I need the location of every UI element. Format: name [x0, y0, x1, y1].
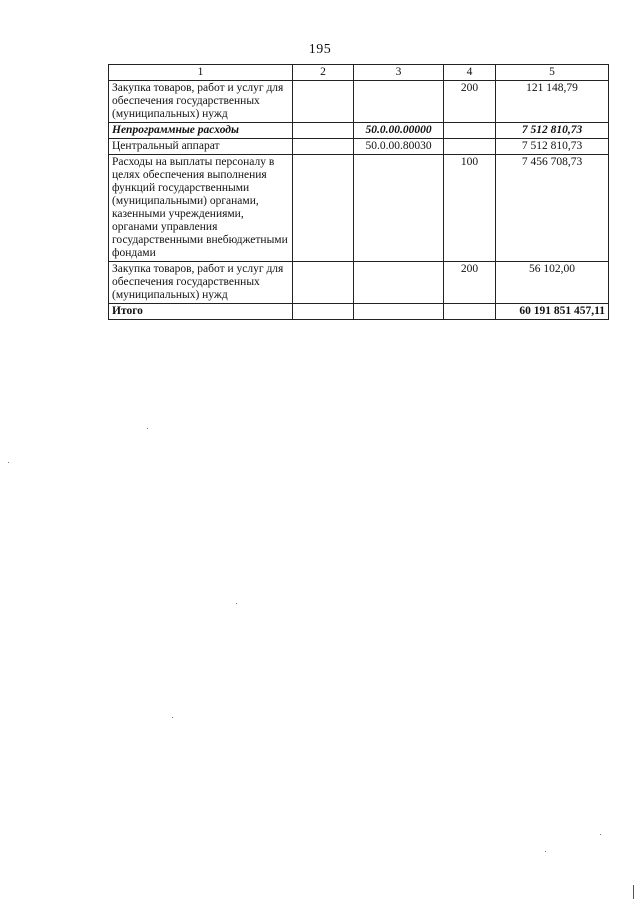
row-amount-cell: 121 148,79 [496, 81, 609, 123]
row-type-cell [444, 304, 496, 320]
column-header-2: 2 [293, 65, 354, 81]
table-row [109, 81, 609, 123]
column-header-1: 1 [109, 65, 293, 81]
scan-speck [8, 462, 9, 463]
row-col2-cell [293, 123, 354, 139]
column-header-5: 5 [496, 65, 609, 81]
scan-speck [236, 603, 237, 604]
row-name-cell: Итого [109, 304, 293, 320]
row-amount-cell: 7 512 810,73 [496, 123, 609, 139]
table-row [109, 262, 609, 304]
budget-table [108, 64, 609, 320]
row-name-cell: Непрограммные расходы [109, 123, 293, 139]
scan-speck [600, 834, 601, 835]
table-row [109, 139, 609, 155]
scan-speck [545, 851, 546, 852]
row-type-cell: 100 [444, 155, 496, 262]
row-type-cell [444, 139, 496, 155]
row-amount-cell: 7 512 810,73 [496, 139, 609, 155]
row-amount-cell: 7 456 708,73 [496, 155, 609, 262]
row-col2-cell [293, 304, 354, 320]
table-row-total [109, 304, 609, 320]
column-header-3: 3 [354, 65, 444, 81]
scan-edge-mark [633, 885, 634, 899]
row-col2-cell [293, 155, 354, 262]
row-amount-cell: 60 191 851 457,11 [496, 304, 609, 320]
row-code-cell [354, 304, 444, 320]
row-type-cell: 200 [444, 81, 496, 123]
row-code-cell [354, 81, 444, 123]
scan-speck [172, 717, 173, 718]
row-type-cell: 200 [444, 262, 496, 304]
row-col2-cell [293, 139, 354, 155]
page-number: 195 [308, 42, 332, 57]
scan-speck [147, 428, 148, 429]
row-code-cell [354, 155, 444, 262]
row-col2-cell [293, 262, 354, 304]
row-amount-cell: 56 102,00 [496, 262, 609, 304]
table-header-row [109, 65, 609, 81]
row-name-cell: Закупка товаров, работ и услуг для обеспечения государственных (муниципальных) нужд [109, 262, 293, 304]
table-row-section [109, 123, 609, 139]
row-name-cell: Центральный аппарат [109, 139, 293, 155]
row-code-cell: 50.0.00.80030 [354, 139, 444, 155]
row-code-cell [354, 262, 444, 304]
row-name-cell: Расходы на выплаты персоналу в целях обеспечения выполнения функций государственными (муниципальными) органами, казенными учреждениями, органами управления государственными внебюджетными фондами [109, 155, 293, 262]
row-name-cell: Закупка товаров, работ и услуг для обеспечения государственных (муниципальных) нужд [109, 81, 293, 123]
row-code-cell: 50.0.00.00000 [354, 123, 444, 139]
row-col2-cell [293, 81, 354, 123]
row-type-cell [444, 123, 496, 139]
table-row [109, 155, 609, 262]
column-header-4: 4 [444, 65, 496, 81]
